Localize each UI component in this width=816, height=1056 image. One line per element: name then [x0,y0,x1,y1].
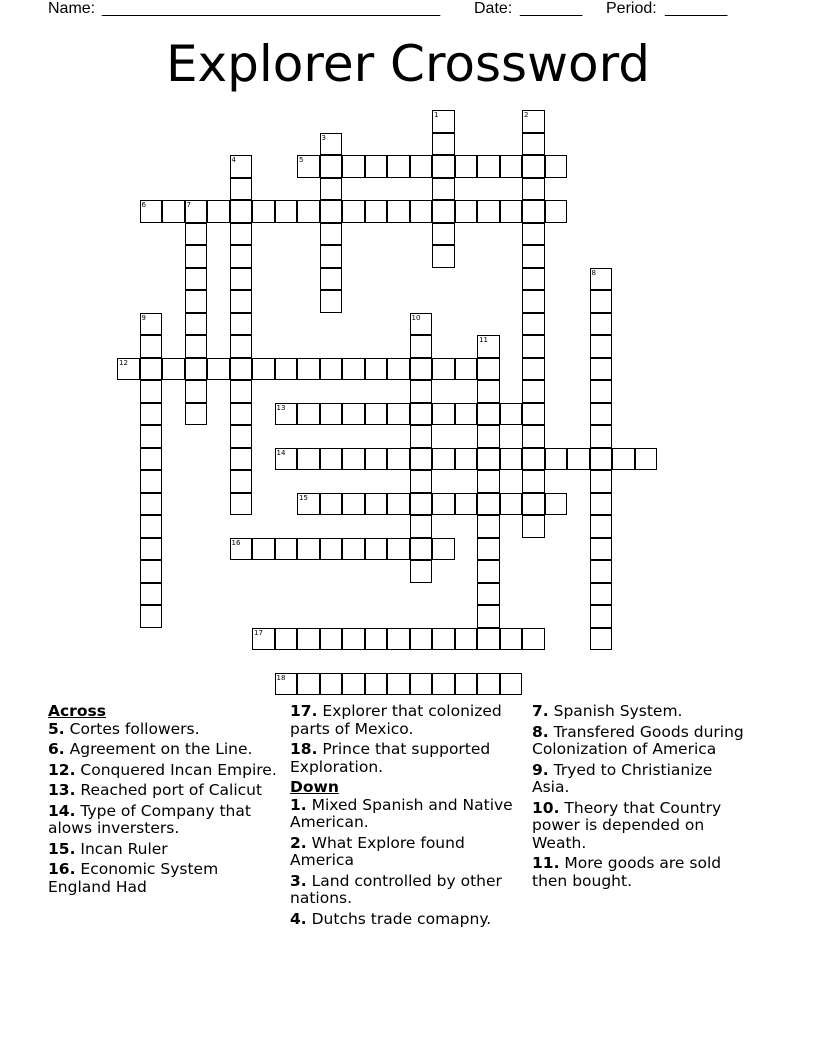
date-line[interactable]: _______ [520,0,583,17]
grid-cell[interactable] [477,583,500,606]
grid-cell[interactable] [387,200,410,223]
clue-down-4: 4. Dutchs trade comapny. [290,909,492,928]
grid-cell[interactable] [140,403,163,426]
grid-cell[interactable] [410,155,433,178]
grid-cell[interactable] [162,358,185,381]
grid-cell[interactable] [432,403,455,426]
grid-cell[interactable] [140,448,163,471]
grid-cell[interactable] [477,425,500,448]
grid-cell[interactable] [320,200,343,223]
grid-cell[interactable] [320,178,343,201]
grid-cell[interactable] [230,245,253,268]
grid-cell[interactable] [477,560,500,583]
clue-number: 5 [299,156,304,164]
grid-cell[interactable] [140,493,163,516]
grid-cell[interactable] [230,403,253,426]
grid-cell[interactable] [230,200,253,223]
grid-cell[interactable] [545,448,568,471]
grid-cell[interactable] [455,493,478,516]
grid-cell[interactable] [297,628,320,651]
grid-cell[interactable] [590,515,613,538]
grid-cell[interactable] [590,583,613,606]
grid-cell[interactable] [500,673,523,696]
grid-cell[interactable] [522,403,545,426]
grid-cell[interactable] [185,223,208,246]
grid-cell[interactable] [365,200,388,223]
grid-cell[interactable] [522,268,545,291]
grid-cell[interactable] [432,200,455,223]
clue-number: 17 [254,628,263,637]
grid-cell[interactable] [410,380,433,403]
grid-cell[interactable] [185,313,208,336]
grid-cell[interactable] [522,223,545,246]
grid-cell[interactable] [230,470,253,493]
grid-cell[interactable] [185,290,208,313]
grid-cell[interactable] [455,200,478,223]
across-heading: Across [48,702,106,720]
grid-cell[interactable] [320,448,343,471]
grid-cell[interactable] [477,605,500,628]
grid-cell[interactable] [590,448,613,471]
grid-cell[interactable] [342,155,365,178]
grid-cell[interactable] [297,673,320,696]
grid-cell[interactable] [387,628,410,651]
grid-cell[interactable] [410,560,433,583]
grid-cell[interactable] [522,515,545,538]
clue-down-1: 1. Mixed Spanish and Native American. [290,795,513,831]
grid-cell[interactable] [522,358,545,381]
clues-column-3 [532,701,752,893]
grid-cell[interactable] [230,358,253,381]
grid-cell[interactable] [432,245,455,268]
grid-cell[interactable] [140,515,163,538]
grid-cell[interactable] [432,673,455,696]
clue-across-17: 17. Explorer that colonized parts of Mexico. [290,702,502,738]
grid-cell[interactable] [387,155,410,178]
grid-cell[interactable] [185,335,208,358]
clue-number: 12 [119,358,128,367]
grid-cell[interactable] [230,448,253,471]
grid-cell[interactable] [455,448,478,471]
grid-cell[interactable] [522,313,545,336]
grid-cell[interactable] [455,403,478,426]
grid-cell[interactable] [365,628,388,651]
clue-down-7: 7. Spanish System. [532,702,683,720]
clue-across-12: 12. Conquered Incan Empire. [48,760,277,779]
clue-number: 11 [479,336,488,344]
clue-across-14: 14. Type of Company that alows inversters. [48,801,251,837]
grid-cell[interactable] [455,358,478,381]
clue-number: 9 [141,313,146,322]
grid-cell[interactable] [590,628,613,651]
grid-cell[interactable] [432,493,455,516]
clue-down-11: 11. More goods are sold then bought. [532,854,722,890]
grid-cell[interactable] [477,155,500,178]
clue-across-15: 15. Incan Ruler [48,839,168,858]
clues-column-2 [290,701,520,931]
grid-cell[interactable] [477,470,500,493]
grid-cell[interactable] [590,538,613,561]
grid-cell[interactable] [342,538,365,561]
grid-cell[interactable] [387,673,410,696]
grid-cell[interactable] [410,448,433,471]
grid-cell[interactable] [590,425,613,448]
grid-cell[interactable] [230,178,253,201]
grid-cell[interactable] [365,155,388,178]
grid-cell[interactable] [320,628,343,651]
grid-cell[interactable] [410,200,433,223]
clue-number: 2 [524,111,529,119]
grid-cell[interactable] [590,380,613,403]
grid-cell[interactable] [500,155,523,178]
grid-cell[interactable] [500,493,523,516]
name-line[interactable]: ______________________________________ [102,0,441,17]
grid-cell[interactable] [320,493,343,516]
grid-cell[interactable] [230,380,253,403]
clue-across-5: 5. Cortes followers. [48,719,200,738]
grid-cell[interactable] [320,155,343,178]
grid-cell[interactable] [500,628,523,651]
page-title: Explorer Crossword [165,35,651,93]
grid-cell[interactable] [320,290,343,313]
grid-cell[interactable] [590,335,613,358]
clue-number: 7 [186,201,191,209]
grid-cell[interactable] [432,223,455,246]
grid-cell[interactable] [590,313,613,336]
grid-cell[interactable] [140,380,163,403]
grid-cell[interactable] [500,403,523,426]
grid-cell[interactable] [522,245,545,268]
grid-cell[interactable] [410,515,433,538]
grid-cell[interactable] [320,268,343,291]
clue-number: 16 [231,538,241,547]
grid-cell[interactable] [522,290,545,313]
grid-cell[interactable] [590,470,613,493]
clue-across-18: 18. Prince that supported Exploration. [290,740,491,776]
grid-cell[interactable] [365,358,388,381]
period-label: Period: [606,0,657,17]
grid-cell[interactable] [252,358,275,381]
clue-number: 10 [411,313,421,322]
grid-cell[interactable] [477,628,500,651]
grid-cell[interactable] [320,223,343,246]
grid-cell[interactable] [455,155,478,178]
clues-column-1 [48,701,278,899]
grid-cell[interactable] [297,448,320,471]
grid-cell[interactable] [432,178,455,201]
grid-cell[interactable] [477,538,500,561]
grid-cell[interactable] [410,470,433,493]
grid-cell[interactable] [477,493,500,516]
grid-cell[interactable] [477,380,500,403]
clue-number: 14 [276,448,286,457]
grid-cell[interactable] [342,493,365,516]
grid-cell[interactable] [275,628,298,651]
grid-cell[interactable] [567,448,590,471]
grid-cell[interactable] [410,358,433,381]
grid-cell[interactable] [522,133,545,156]
clue-number: 6 [141,201,146,209]
grid-cell[interactable] [140,425,163,448]
grid-cell[interactable] [410,628,433,651]
grid-cell[interactable] [230,335,253,358]
grid-cell[interactable] [342,358,365,381]
grid-cell[interactable] [477,200,500,223]
grid-cell[interactable] [365,448,388,471]
grid-cell[interactable] [185,403,208,426]
grid-cell[interactable] [252,200,275,223]
grid-cell[interactable] [230,425,253,448]
clue-number: 1 [434,111,439,119]
grid-cell[interactable] [185,358,208,381]
grid-cell[interactable] [590,290,613,313]
grid-cell[interactable] [387,493,410,516]
grid-cell[interactable] [455,673,478,696]
grid-cell[interactable] [410,335,433,358]
grid-cell[interactable] [477,673,500,696]
grid-cell[interactable] [522,470,545,493]
grid-cell[interactable] [207,358,230,381]
grid-cell[interactable] [162,200,185,223]
grid-cell[interactable] [342,200,365,223]
grid-cell[interactable] [185,245,208,268]
grid-cell[interactable] [140,560,163,583]
grid-cell[interactable] [545,493,568,516]
grid-cell[interactable] [500,200,523,223]
grid-cell[interactable] [522,448,545,471]
clue-number: 8 [591,268,596,277]
date-label: Date: [474,0,513,17]
clue-across-16: 16. Economic System England Had [48,860,219,896]
grid-cell[interactable] [522,628,545,651]
grid-cell[interactable] [230,268,253,291]
grid-cell[interactable] [230,290,253,313]
grid-cell[interactable] [590,605,613,628]
grid-cell[interactable] [342,403,365,426]
grid-cell[interactable] [365,403,388,426]
grid-cell[interactable] [342,628,365,651]
grid-cell[interactable] [387,448,410,471]
grid-cell[interactable] [522,493,545,516]
grid-cell[interactable] [365,493,388,516]
clue-across-6: 6. Agreement on the Line. [48,740,253,758]
grid-cell[interactable] [410,403,433,426]
grid-cell[interactable] [320,673,343,696]
grid-cell[interactable] [207,200,230,223]
grid-cell[interactable] [275,538,298,561]
grid-cell[interactable] [342,448,365,471]
clue-down-2: 2. What Explore found America [290,833,465,869]
grid-cell[interactable] [140,470,163,493]
grid-cell[interactable] [477,515,500,538]
grid-cell[interactable] [410,493,433,516]
grid-cell[interactable] [297,538,320,561]
grid-cell[interactable] [477,403,500,426]
clue-down-9: 9. Tryed to Christianize Asia. [532,760,713,796]
grid-cell[interactable] [635,448,658,471]
clue-number: 13 [276,403,286,412]
grid-cell[interactable] [522,200,545,223]
grid-cell[interactable] [432,448,455,471]
grid-cell[interactable] [410,425,433,448]
grid-cell[interactable] [545,200,568,223]
grid-cell[interactable] [410,538,433,561]
grid-cell[interactable] [522,380,545,403]
clue-number: 15 [299,493,308,502]
grid-cell[interactable] [185,268,208,291]
period-line[interactable]: _______ [665,0,728,17]
grid-cell[interactable] [140,605,163,628]
grid-cell[interactable] [140,335,163,358]
grid-cell[interactable] [432,628,455,651]
grid-cell[interactable] [477,358,500,381]
grid-cell[interactable] [320,245,343,268]
grid-cell[interactable] [252,538,275,561]
grid-cell[interactable] [320,403,343,426]
grid-cell[interactable] [387,358,410,381]
grid-cell[interactable] [612,448,635,471]
grid-cell[interactable] [342,673,365,696]
grid-cell[interactable] [432,133,455,156]
grid-cell[interactable] [522,425,545,448]
grid-cell[interactable] [365,538,388,561]
clue-down-8: 8. Transfered Goods during Colonization of America [532,722,744,758]
grid-cell[interactable] [320,538,343,561]
grid-cell[interactable] [455,628,478,651]
clue-down-10: 10. Theory that Country power is depended on Weath. [532,798,722,852]
grid-cell[interactable] [297,200,320,223]
clue-number: 18 [276,673,286,682]
grid-cell[interactable] [387,538,410,561]
name-label: Name: [48,0,96,17]
clue-across-13: 13. Reached port of Calicut [48,781,263,799]
clue-number: 4 [231,156,236,164]
grid-cell[interactable] [185,380,208,403]
grid-cell[interactable] [275,358,298,381]
grid-cell[interactable] [230,313,253,336]
grid-cell[interactable] [297,358,320,381]
grid-cell[interactable] [590,403,613,426]
grid-cell[interactable] [590,358,613,381]
down-heading: Down [290,778,339,796]
grid-cell[interactable] [410,673,433,696]
grid-cell[interactable] [545,155,568,178]
grid-cell[interactable] [522,178,545,201]
grid-cell[interactable] [297,403,320,426]
grid-cell[interactable] [432,155,455,178]
grid-cell[interactable] [320,358,343,381]
grid-cell[interactable] [230,493,253,516]
clue-number: 3 [321,133,326,142]
grid-cell[interactable] [590,493,613,516]
grid-cell[interactable] [140,583,163,606]
clue-down-3: 3. Land controlled by other nations. [290,871,502,907]
grid-cell[interactable] [365,673,388,696]
grid-cell[interactable] [275,200,298,223]
grid-cell[interactable] [387,403,410,426]
grid-cell[interactable] [477,448,500,471]
grid-cell[interactable] [230,223,253,246]
grid-cell[interactable] [522,155,545,178]
grid-cell[interactable] [140,358,163,381]
grid-cell[interactable] [432,538,455,561]
grid-cell[interactable] [140,538,163,561]
grid-cell[interactable] [500,448,523,471]
grid-cell[interactable] [590,560,613,583]
grid-cell[interactable] [432,358,455,381]
grid-cell[interactable] [522,335,545,358]
